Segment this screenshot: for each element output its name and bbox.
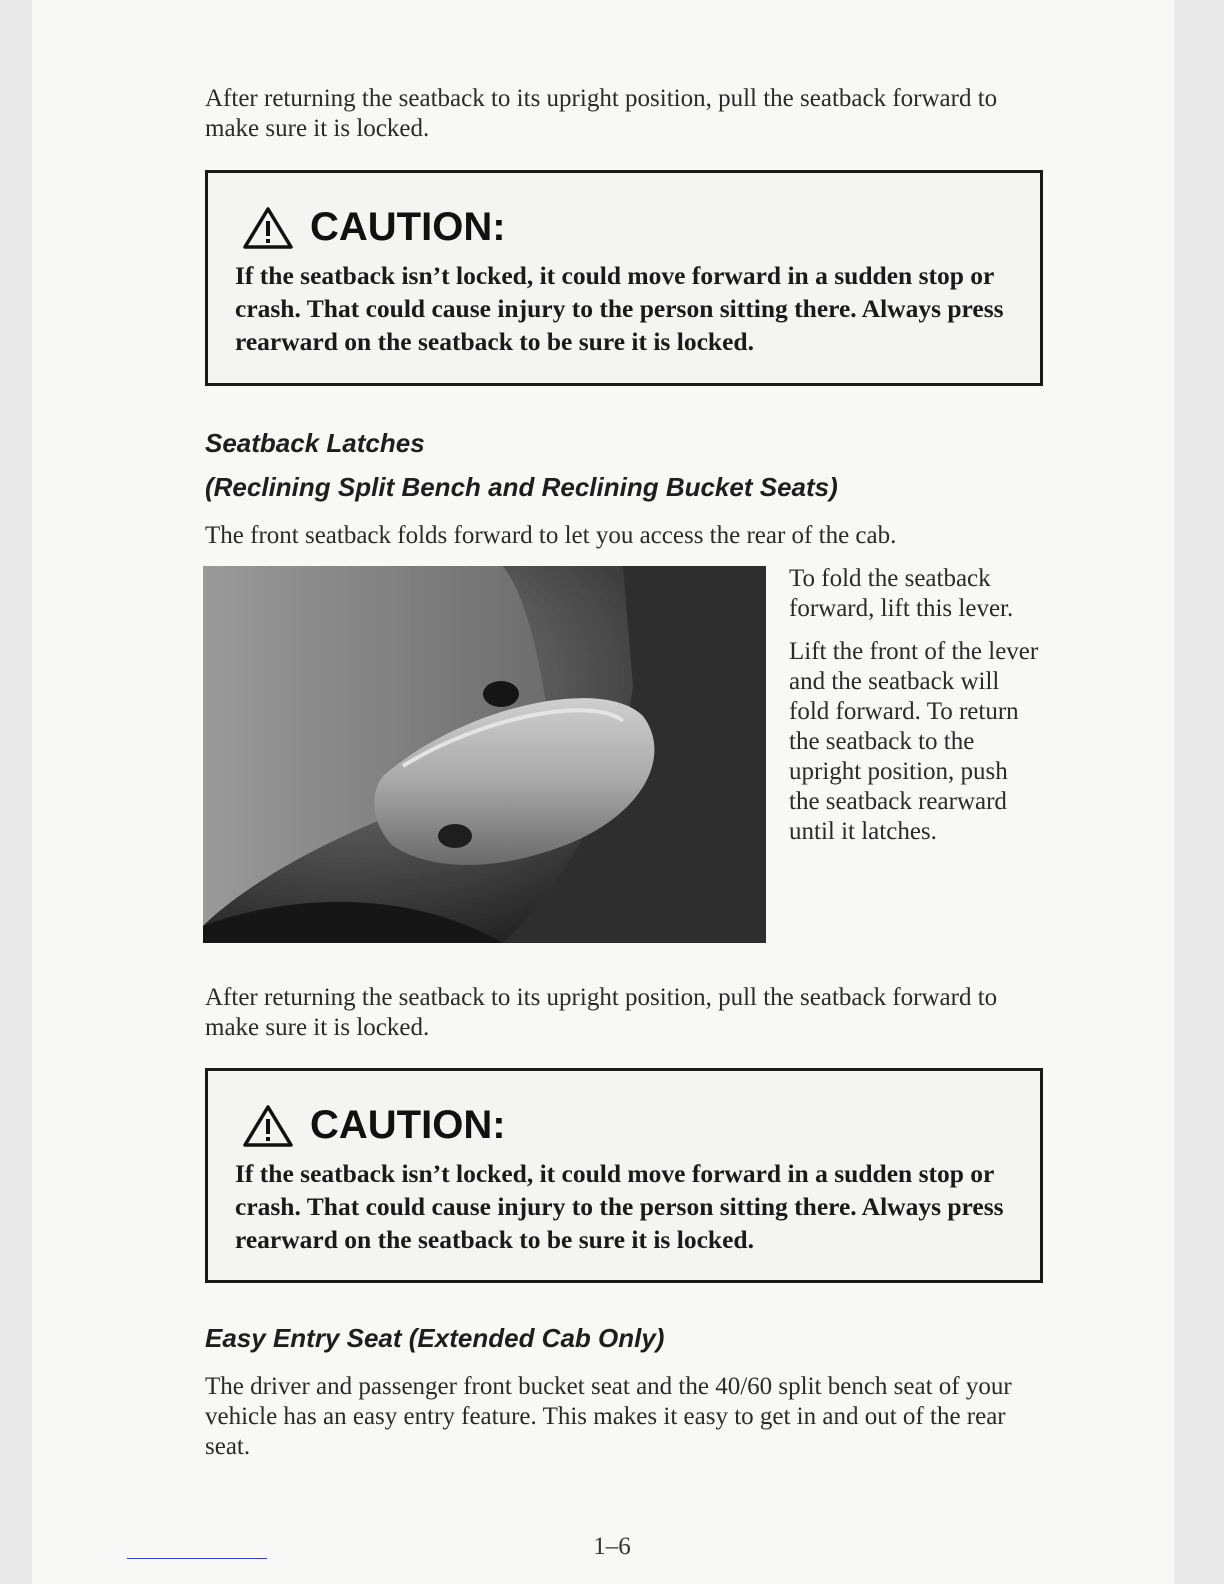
easy-entry-heading: Easy Entry Seat (Extended Cab Only) bbox=[205, 1323, 665, 1353]
intro-paragraph: After returning the seatback to its upright position, pull the seatback forward to make sure it is locked. bbox=[205, 85, 998, 142]
seatback-latches-paragraph: The front seatback folds forward to let you access the rear of the cab. bbox=[205, 522, 897, 549]
caution-text-2: If the seatback isn’t locked, it could move forward in a sudden stop or crash. That could cause injury to the person sitting there. Always press rearward on the seatback to be sure it is locked. bbox=[235, 1159, 1004, 1254]
side-text-fold-instructions: Lift the front of the lever and the seatback will fold forward. To return the seatback to the upright position, push the seatback rearward until it latches. bbox=[789, 638, 1039, 845]
after-latch-paragraph: After returning the seatback to its upright position, pull the seatback forward to make sure it is locked. bbox=[205, 984, 998, 1041]
caution-box-1 bbox=[205, 170, 1043, 386]
warning-triangle-icon bbox=[242, 1104, 294, 1148]
easy-entry-paragraph: The driver and passenger front bucket seat and the 40/60 split bench seat of your vehicle has an easy entry feature. This makes it easy to get in and out of the rear seat. bbox=[205, 1373, 1012, 1460]
caution-box-2 bbox=[205, 1068, 1043, 1283]
caution-heading-2 bbox=[242, 1103, 506, 1148]
seatback-latches-subheading: (Reclining Split Bench and Reclining Bucket Seats) bbox=[205, 472, 838, 502]
caution-title-2: CAUTION: bbox=[310, 1103, 506, 1147]
seatback-lever-photo bbox=[203, 566, 766, 943]
lever-illustration bbox=[203, 566, 766, 943]
caution-heading-1 bbox=[242, 205, 506, 250]
warning-triangle-icon bbox=[242, 206, 294, 250]
seatback-latches-heading: Seatback Latches bbox=[205, 428, 425, 458]
footer-rule bbox=[127, 1558, 267, 1559]
side-text-lift-lever: To fold the seatback forward, lift this lever. bbox=[789, 565, 1014, 622]
caution-title-1: CAUTION: bbox=[310, 205, 506, 249]
caution-text-1: If the seatback isn’t locked, it could move forward in a sudden stop or crash. That could cause injury to the person sitting there. Always press rearward on the seatback to be sure it is locked. bbox=[235, 261, 1004, 356]
page-number: 1–6 bbox=[593, 1533, 631, 1560]
